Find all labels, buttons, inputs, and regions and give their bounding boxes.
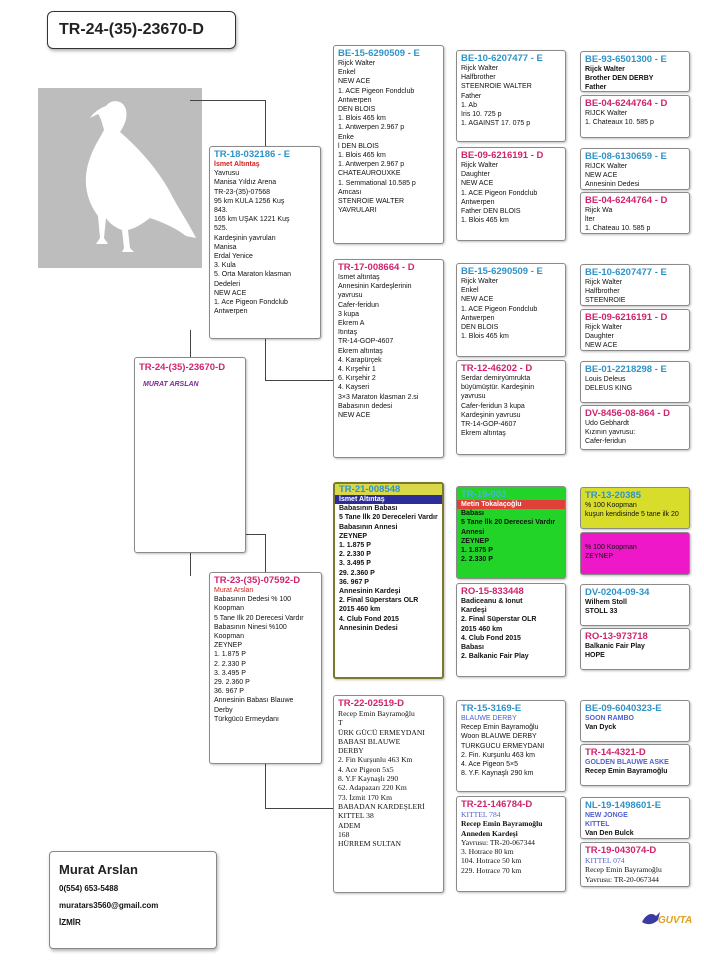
card-line: TR-14-GOP-4607: [461, 421, 517, 429]
card-ring: BE-15-6290509 - E: [338, 48, 420, 59]
gen4-card[interactable]: [580, 192, 690, 234]
owner-name: Murat Arslan: [59, 862, 138, 877]
gen4-card[interactable]: [580, 51, 690, 92]
sire-line: Antwerpen: [214, 308, 248, 316]
card-line: büyümüştür. Kardeşinin: [461, 384, 535, 392]
card-line: l DEN BLOIS: [338, 142, 379, 150]
card-line: Babasının Annesi: [339, 523, 398, 531]
card-line: STOLL 33: [585, 608, 618, 616]
card-ring: DV-8456-08-864 - D: [585, 408, 671, 419]
sire-line: Kardeşinin yavruları: [214, 234, 276, 242]
card-line: Daughter: [585, 333, 614, 341]
card-line: NEW ACE: [585, 172, 618, 180]
card-ring: BE-15-6290509 - E: [461, 266, 543, 277]
card-line: STEENROIE WALTER: [461, 83, 532, 91]
card-line: DELEUS KING: [585, 385, 633, 393]
gen4-card[interactable]: [580, 95, 690, 138]
card-line: Rijck Walter: [461, 65, 499, 72]
card-line: 168: [338, 829, 350, 839]
card-line: Metin Tokalaçoğlu: [457, 500, 565, 509]
card-line: HÜRREM SULTAN: [338, 839, 402, 849]
card-line: Louis Deleus: [585, 376, 626, 383]
card-line: Amcası: [338, 188, 362, 196]
card-line: 1. Blois 465 km: [338, 115, 386, 123]
card-ring: NL-19-1498601-E: [585, 800, 662, 811]
card-line: NEW JONGE: [585, 812, 628, 819]
card-line: yavrusu: [338, 292, 363, 300]
card-ring: BE-10-6207477 - E: [461, 53, 543, 64]
card-line: Cafer-feridun: [338, 301, 379, 309]
card-line: BLAUWE DERBY: [461, 715, 517, 722]
card-line: 1. ACE Pigeon Fondclub: [461, 305, 538, 313]
sire-line: Yavrusu: [214, 170, 240, 178]
gen3-card[interactable]: [456, 147, 566, 241]
card-line: 3. 3.495 P: [339, 560, 371, 568]
sire-ring: TR-18-032186 - E: [214, 149, 291, 160]
card-ring: BE-09-6216191 - D: [461, 150, 544, 161]
card-ring: TR-17-008664 - D: [338, 262, 415, 273]
card-line: Brother DEN DERBY: [585, 75, 654, 83]
card-ring: BE-09-6216191 - D: [585, 312, 668, 323]
card-line: 2. Final Süperstar OLR: [461, 616, 537, 624]
pigeon-silhouette-icon: [38, 88, 202, 268]
card-ring: BE-10-6207477 - E: [585, 267, 667, 278]
owner-city: İZMİR: [59, 918, 81, 927]
card-line: Annesinin Dedesi: [585, 181, 640, 189]
gen4-card[interactable]: [580, 405, 690, 450]
pedigree-title: TR-24-(35)-23670-D: [47, 11, 236, 49]
dam-line: Koopman: [214, 633, 244, 641]
card-line: Wilhem Stoll: [585, 599, 627, 606]
card-line: 1. AGAINST 17. 075 p: [461, 120, 531, 128]
card-line: Iris 10. 725 p: [461, 111, 502, 119]
card-line: lter: [585, 216, 595, 224]
guvta-logo: [640, 908, 692, 930]
card-line: Father: [585, 84, 607, 92]
dam-ring: TR-23-(35)-07592-D: [214, 575, 301, 586]
dam-line: ZEYNEP: [214, 642, 243, 650]
card-line: Rijck Walter: [585, 279, 623, 286]
card-line: 2015 460 km: [339, 606, 381, 614]
card-line: 2. Fin. Kurşunlu 463 km: [461, 751, 535, 759]
card-ring: RO-15-833448: [461, 586, 524, 597]
card-line: yavrusu: [461, 393, 486, 401]
card-line: 3 kupa: [338, 310, 360, 318]
gen4-card-highlighted[interactable]: [580, 487, 690, 529]
card-line: 8. Y.F Kaynaşlı 290: [338, 774, 399, 784]
card-ring: TR-14-4321-D: [585, 747, 646, 758]
card-ring: BE-04-6244764 - D: [585, 98, 668, 109]
card-line: TÜRKGÜCÜ ERMEYDANI: [461, 742, 545, 750]
card-ring: TR-19-003: [461, 489, 507, 500]
card-ring: TR-13-20385: [585, 490, 641, 501]
card-line: RİJCK Walter: [585, 110, 628, 117]
card-ring: TR-21-008548: [335, 484, 442, 495]
card-ring: DV-0204-09-34: [585, 587, 650, 598]
card-line: Babası: [461, 644, 484, 652]
sire-line: 3. Kula: [214, 262, 236, 270]
dam-line: Türkgücü Ermeydanı: [214, 715, 279, 723]
card-line: Van Den Bulck: [585, 830, 634, 838]
card-line: Annesinin Kardeşlerinin: [338, 283, 412, 291]
dam-card[interactable]: [209, 572, 322, 764]
card-line: 229. Hotrace 70 km: [461, 865, 522, 875]
card-line: 1. Ab: [461, 101, 477, 109]
card-line: Recep Emin Bayramoğlu: [461, 724, 539, 732]
dam-line: Koopman: [214, 605, 244, 613]
card-ring: BE-93-6501300 - E: [585, 54, 667, 65]
card-line: NEW ACE: [461, 180, 494, 188]
card-line: Udo Gebhardt: [585, 420, 629, 427]
card-line: 1. Blois 465 km: [461, 333, 509, 341]
dam-line: Murat Arslan: [214, 587, 254, 594]
card-line: RİJCK Walter: [585, 163, 628, 170]
card-ring: BE-04-6244764 - D: [585, 195, 668, 206]
subject-card[interactable]: [134, 357, 246, 553]
card-line: 4. Club Fond 2015: [461, 634, 521, 642]
card-line: Woon BLAUWE DERBY: [461, 733, 537, 741]
gen3-card[interactable]: [456, 263, 566, 357]
card-line: 2. 2.330 P: [339, 551, 371, 559]
card-line: Daughter: [461, 171, 490, 179]
gen3-card[interactable]: [456, 796, 566, 892]
card-line: Itıntaş: [338, 329, 358, 337]
card-line: CHATEAUROUXKE: [338, 170, 401, 178]
gen4-card[interactable]: [580, 700, 690, 742]
card-line: SOON RAMBO: [585, 715, 634, 722]
logo-text: GUVTA: [658, 915, 693, 926]
card-line: 1. 1.875 P: [339, 542, 371, 550]
dam-line: 1. 1.875 P: [214, 651, 246, 659]
card-line: Antwerpen: [338, 96, 372, 104]
card-line: 1. 1.875 P: [461, 547, 493, 555]
card-line: ADEM: [338, 820, 361, 830]
card-ring: BE-01-2218298 - E: [585, 364, 667, 375]
card-line: 2. 2.330 P: [461, 556, 493, 564]
card-line: Antwerpen: [461, 314, 495, 322]
card-line: Recep Emin Bayramoğlu: [461, 819, 543, 829]
card-line: T: [338, 718, 343, 728]
gen3-card[interactable]: [456, 50, 566, 142]
card-line: Babası: [461, 510, 484, 518]
card-line: 2. Fin Kurşunlu 463 Km: [338, 755, 413, 765]
card-line: NEW ACE: [338, 78, 371, 86]
card-line: 3×3 Maraton klasman 2.si: [338, 393, 419, 401]
dam-line: Babasının Dedesi % 100: [214, 596, 292, 604]
sire-line: 1. Ace Pigeon Fondclub: [214, 299, 288, 307]
sire-line: 525.: [214, 225, 228, 233]
card-line: Balkanic Fair Play: [585, 643, 645, 650]
card-ring: BE-09-6040323-E: [585, 703, 662, 714]
gen4-card[interactable]: [580, 264, 690, 306]
card-line: NEW ACE: [461, 296, 494, 304]
card-line: DERBY: [338, 746, 364, 756]
card-line: 1. ACE Pigeon Fondclub: [461, 189, 538, 197]
gen3-card[interactable]: [456, 583, 566, 677]
card-line: Cafer-feridun 3 kupa: [461, 402, 525, 410]
card-line: GOLDEN BLAUWE ASKE: [585, 759, 669, 766]
card-line: Enkel: [461, 287, 479, 295]
card-line: Kardeşi: [461, 607, 487, 615]
owner-phone[interactable]: 0(554) 653-5488: [59, 884, 119, 893]
granddam-maternal-card[interactable]: [333, 695, 444, 893]
gen4-card[interactable]: [580, 842, 690, 887]
subject-ring: TR-24-(35)-23670-D: [139, 362, 226, 373]
card-line: KITTEL 38: [338, 811, 374, 821]
sire-line: 165 km UŞAK 1221 Kuş: [214, 216, 290, 224]
card-line: HOPE: [585, 652, 605, 660]
card-line: Badiceanu & Ionut: [461, 598, 523, 605]
dam-line: Annesinin Babası Blauwe: [214, 697, 294, 705]
card-line: 5 Tane İlk 20 Dereceleri Vardır: [339, 514, 438, 522]
card-line: YAVRULARI: [338, 207, 377, 215]
card-line: Yavrusu: TR-20-067344: [585, 874, 659, 884]
card-line: Rijck Walter: [338, 60, 376, 67]
dam-line: Derby: [214, 706, 233, 714]
grandsire-maternal-card[interactable]: [333, 482, 444, 679]
card-line: Serdar demiryümrukta: [461, 375, 531, 382]
card-ring: TR-15-3169-E: [461, 703, 522, 714]
card-ring: BE-08-6130659 - E: [585, 151, 667, 162]
card-line: KITTEL 784: [461, 810, 501, 819]
card-line: ZEYNEP: [461, 537, 490, 545]
card-line: % 100 Koopman: [585, 502, 637, 509]
gen4-card[interactable]: [580, 628, 690, 670]
card-line: 4. Karapürçek: [338, 356, 382, 364]
card-line: Rijck Wa: [585, 207, 613, 214]
card-line: Rijck Walter: [585, 66, 625, 73]
card-line: Antwerpen: [461, 198, 495, 206]
dam-line: Babasının Ninesi %100: [214, 623, 287, 631]
card-line: kuşun kendisinde 5 tane ilk 20: [585, 511, 679, 519]
card-line: 1. Blois 465 km: [461, 217, 509, 225]
card-line: ÜRK GÜCÜ ERMEYDANI: [338, 727, 425, 737]
sire-line: Manisa: [214, 243, 237, 251]
card-line: DEN BLOIS: [338, 106, 376, 114]
gen4-card[interactable]: [580, 797, 690, 839]
card-line: 1. ACE Pigeon Fondclub: [338, 87, 415, 95]
card-line: DEN BLOIS: [461, 324, 499, 332]
card-line: 1. Blois 465 km: [338, 152, 386, 160]
card-line: TR-14-GOP-4607: [338, 338, 394, 346]
card-line: ZEYNEP: [585, 553, 614, 561]
card-line: 5 Tane İlk 20 Derecesi Vardır: [461, 519, 556, 527]
card-ring: TR-19-043074-D: [585, 845, 657, 856]
card-line: Anneden Kardeşi: [461, 828, 518, 838]
card-ring: TR-12-46202 - D: [461, 363, 533, 374]
card-line: % 100 Koopman: [585, 544, 637, 551]
granddam-paternal-card[interactable]: [333, 259, 444, 458]
sire-line: 843.: [214, 207, 228, 215]
card-line: Cafer-feridun: [585, 438, 626, 446]
sire-card[interactable]: [209, 146, 321, 339]
card-line: 1. Semmational 10.585 p: [338, 179, 416, 187]
dam-line: 3. 3.495 P: [214, 669, 246, 677]
card-line: BABASI BLAUWE: [338, 736, 401, 746]
dam-line: 2. 2.330 P: [214, 660, 246, 668]
card-line: Rijck Walter: [585, 324, 623, 331]
card-line: Father DEN BLOIS: [461, 208, 521, 216]
card-line: 36. 967 P: [339, 578, 369, 586]
card-line: STEENROIE: [585, 297, 626, 305]
card-ring: TR-22-02519-D: [338, 698, 404, 709]
card-line: Annesinin Dedesi: [339, 624, 398, 632]
card-line: Ekrem A: [338, 320, 365, 328]
card-line: ZEYNEP: [339, 532, 368, 540]
sire-line: 5. Orta Maraton klasman: [214, 271, 292, 279]
card-line: 4. Kayseri: [338, 384, 370, 392]
sire-line: NEW ACE: [214, 289, 247, 297]
card-line: Annesi: [461, 528, 485, 536]
card-line: Kızının yavrusu:: [585, 429, 636, 437]
card-line: Enke: [338, 133, 354, 141]
gen4-card-highlighted[interactable]: [580, 532, 690, 575]
card-ring: TR-21-146784-D: [461, 799, 533, 810]
card-line: 73. İzmit 170 Km: [338, 792, 392, 802]
owner-info-card: [49, 851, 217, 949]
card-line: Recep Emin Bayramoğlu: [585, 768, 668, 776]
sire-line: Erdal Yenice: [214, 253, 253, 261]
card-line: Enkel: [338, 69, 356, 77]
grandsire-paternal-card[interactable]: [333, 45, 444, 244]
card-line: 4. Kırşehir 1: [338, 366, 376, 374]
card-ring: RO-13-973718: [585, 631, 648, 642]
card-line: İsmet altıntaş: [338, 274, 380, 281]
card-line: 4. Ace Pigeon 5x5: [338, 764, 394, 774]
card-line: Babasının dedesi: [338, 402, 393, 410]
gen3-card[interactable]: [456, 700, 566, 792]
card-line: KITTEL 074: [585, 856, 625, 865]
gen4-card[interactable]: [580, 744, 690, 786]
card-line: 2015 460 km: [461, 625, 503, 633]
sire-line: Manisa Yıldız Arena: [214, 179, 277, 187]
card-line: KITTEL: [585, 821, 610, 829]
gen3-card[interactable]: [456, 360, 566, 455]
card-line: Ekrem altıntaş: [338, 347, 383, 355]
card-line: 104. Hotrace 50 km: [461, 856, 522, 866]
card-line: 3. Hotrace 80 km: [461, 847, 514, 857]
card-line: 1. Chateaux 10. 585 p: [585, 119, 654, 127]
card-line: 1. Antwerpen 2.967 p: [338, 124, 405, 132]
card-line: 29. 2.360 P: [339, 569, 375, 577]
card-line: Kardeşinin yavrusu: [461, 411, 521, 419]
card-line: İsmet Altıntaş: [335, 495, 442, 504]
card-line: Rijck Walter: [461, 162, 499, 169]
card-line: NEW ACE: [338, 412, 371, 420]
card-line: 2. Balkanic Fair Play: [461, 653, 529, 661]
card-line: Van Dyck: [585, 724, 617, 732]
card-line: 62. Adapazarı 220 Km: [338, 783, 407, 793]
card-line: Father: [461, 92, 482, 100]
gen3-card-highlighted[interactable]: [456, 486, 566, 579]
subject-owner-tag: MURAT ARSLAN: [143, 381, 199, 388]
dam-line: 36. 967 P: [214, 688, 244, 696]
gen4-card[interactable]: [580, 309, 690, 351]
card-line: Annesinin Kardeşi: [339, 588, 401, 596]
gen4-card[interactable]: [580, 148, 690, 190]
card-line: Yavrusu: TR-20-067344: [461, 837, 535, 847]
card-line: Ekrem altıntaş: [461, 430, 506, 438]
card-line: 4. Ace Pigeon 5×5: [461, 761, 519, 769]
gen4-card[interactable]: [580, 584, 690, 626]
card-line: Halfbrother: [585, 288, 620, 296]
card-line: Rijck Walter: [461, 278, 499, 285]
card-line: BABADAN KARDEŞLERİ: [338, 801, 425, 811]
card-line: 6. Kırşehir 2: [338, 375, 376, 383]
card-line: 8. Y.F. Kaynaşlı 290 km: [461, 770, 534, 778]
dam-line: 5 Tane İlk 20 Derecesi Vardır: [214, 614, 304, 622]
card-line: Recep Emin Bayramoğlu: [338, 709, 415, 718]
card-line: Recep Emin Bayramoğlu: [585, 865, 662, 875]
sire-line: İsmet Altıntaş: [214, 161, 260, 168]
card-line: Babasının Babası: [339, 505, 398, 513]
card-line: 1. Chateau 10. 585 p: [585, 225, 651, 233]
pigeon-photo: [38, 88, 202, 268]
card-line: Halfbrother: [461, 74, 496, 82]
sire-line: TR-23-(35)-07568: [214, 188, 271, 196]
card-line: NEW ACE: [585, 342, 618, 350]
sire-line: 95 km KULA 1256 Kuş: [214, 197, 285, 205]
card-line: 4. Club Fond 2015: [339, 615, 399, 623]
gen4-card[interactable]: [580, 361, 690, 403]
card-line: 1. Antwerpen 2.967 p: [338, 161, 405, 169]
card-line: 2. Final Süperstars OLR: [339, 597, 419, 605]
sire-line: Dedeleri: [214, 280, 241, 288]
dam-line: 29. 2.360 P: [214, 679, 250, 687]
card-line: STENROIE WALTER: [338, 198, 405, 206]
owner-email[interactable]: muratars3560@gmail.com: [59, 901, 159, 910]
